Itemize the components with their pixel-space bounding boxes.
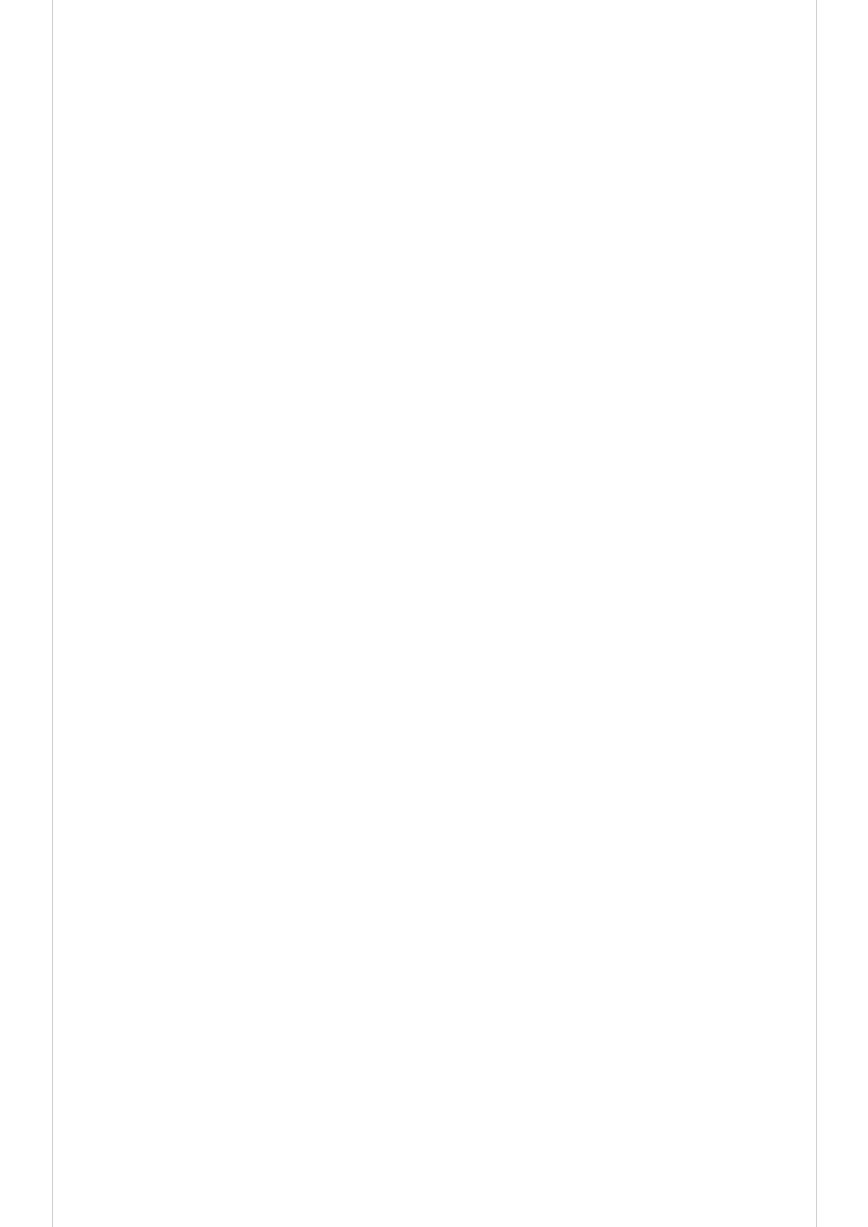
page xyxy=(52,0,817,1227)
page-header xyxy=(103,34,818,58)
